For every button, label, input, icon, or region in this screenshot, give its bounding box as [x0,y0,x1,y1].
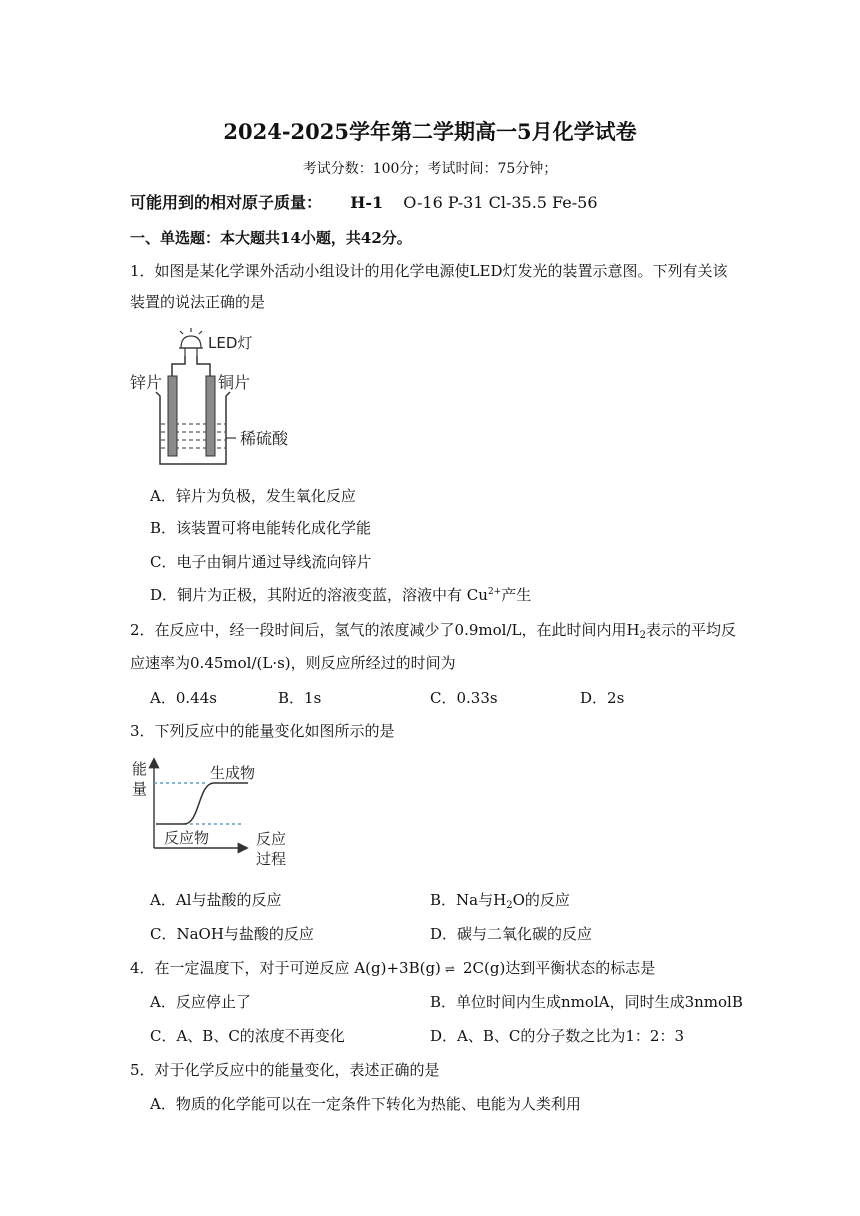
q5-stem: 5．对于化学反应中的能量变化，表述正确的是 [130,1061,440,1079]
beaker [156,392,230,464]
atomic-mass-h: H-1 [350,193,384,212]
q2-stem-line2-post: ，则反应所经过的时间为 [290,654,456,672]
q1-option-d [150,584,531,605]
y-axis-label-1: 能 [132,760,148,778]
q4-option-c: C．A、B、C的浓度不再变化 [150,1027,345,1045]
q2-option-c: C．0.33s [430,689,498,707]
equilibrium-arrow-icon: ⇌ [444,962,455,976]
q1-option-b: B．该装置可将电能转化成化学能 [150,519,372,537]
q2-option-d: D．2s [580,689,625,707]
q4-stem-text: 4．在一定温度下，对于可逆反应 A(g)+3B(g) [130,959,441,977]
q1-stem-line1: 1．如图是某化学课外活动小组设计的用化学电源使LED灯发光的装置示意图。下列有关该 [130,262,728,280]
atomic-mass-others: O-16 P-31 Cl-35.5 Fe-56 [403,193,598,212]
q4-option-a: A．反应停止了 [150,993,251,1011]
q2-h2-symbol: H [626,621,640,639]
section-1-heading: 一、单选题：本大题共14小题，共42分。 [130,229,412,247]
wire-right [197,356,210,376]
q2-option-a: A．0.44s [150,689,217,707]
zinc-electrode [168,376,177,456]
q3-option-a: A．Al与盐酸的反应 [150,891,282,909]
led-label: LED灯 [208,334,253,352]
exam-info: 考试分数：100分；考试时间：75分钟； [302,161,558,177]
copper-label: 铜片 [218,373,251,392]
q1-stem-line2: 装置的说法正确的是 [130,293,266,311]
q1-battery-diagram [128,326,308,468]
q3-option-b-subscript: 2 [506,900,513,911]
q3-stem: 3．下列反应中的能量变化如图所示的是 [130,722,395,740]
q2-option-b: B．1s [278,689,322,707]
q4-option-d: D．A、B、C的分子数之比为1：2：3 [430,1027,684,1045]
q3-option-b-text: B．Na与H [430,891,507,909]
q2-rate-value: 0.45mol/(L·s) [190,654,291,672]
q2-stem-text: 2．在反应中，经一段时间后，氢气的浓度减少了0.9mol/L，在此时间内用 [130,621,627,639]
q1-option-c: C．电子由铜片通过导线流向锌片 [150,553,372,571]
q3-option-c: C．NaOH与盐酸的反应 [150,925,314,943]
exam-title: 2024-2025学年第二学期高一5月化学试卷 [223,119,637,144]
q4-stem [130,957,655,978]
led-icon [179,328,203,356]
q1-option-d-charge: 2+ [487,587,502,597]
q2-h2-subscript: 2 [639,630,646,641]
q4-stem-text-end: 2C(g)达到平衡状态的标志是 [462,959,656,977]
q3-option-b-suffix: O的反应 [512,891,570,909]
q3-energy-diagram [128,754,308,869]
y-axis-label-2: 量 [132,780,148,798]
copper-electrode [206,376,215,456]
energy-curve [156,783,248,824]
wire-left [172,356,185,376]
q2-stem-line2-pre: 应速率为 [130,654,191,672]
x-axis-label-1: 反应 [256,830,287,848]
q3-option-d: D．碳与二氧化碳的反应 [430,925,593,943]
q4-option-b: B．单位时间内生成nmolA，同时生成3nmolB [430,993,743,1011]
x-axis-label-2: 过程 [256,850,287,868]
zinc-label: 锌片 [130,373,163,392]
q1-option-d-suffix: 产生 [501,586,532,604]
q3-option-b [430,889,570,911]
acid-label: 稀硫酸 [240,429,289,448]
q2-stem-text-end: 表示的平均反 [645,621,736,639]
q1-option-d-text: D．铜片为正极，其附近的溶液变蓝，溶液中有 Cu [150,586,488,604]
q2-stem-line2 [130,652,456,673]
atomic-mass-line [130,190,598,213]
reactant-label: 反应物 [164,829,210,847]
atomic-mass-label: 可能用到的相对原子质量： [130,193,323,212]
q5-option-a: A．物质的化学能可以在一定条件下转化为热能、电能为人类利用 [150,1095,581,1113]
q2-stem-line1 [130,619,736,641]
product-label: 生成物 [210,764,256,782]
q1-option-a: A．锌片为负极，发生氧化反应 [150,487,356,505]
